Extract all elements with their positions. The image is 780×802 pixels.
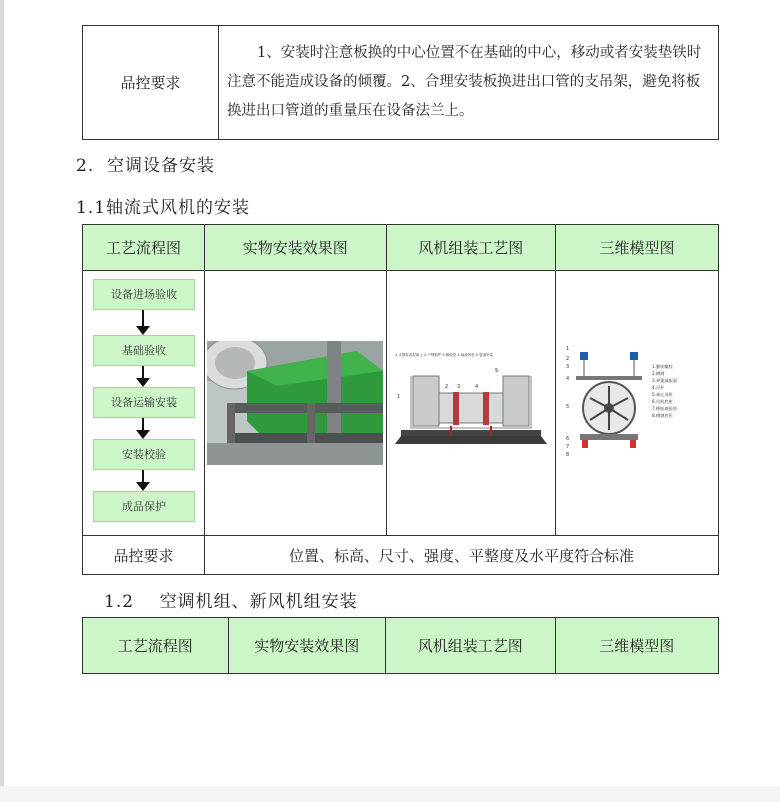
flow-step: 基础验收 [93, 335, 195, 366]
process-flow-chart [83, 271, 204, 535]
header-install-photo: 实物安装效果图 [205, 225, 387, 271]
flow-step: 成品保护 [93, 491, 195, 522]
flow-arrow [142, 418, 144, 437]
model-number: 8 [565, 452, 570, 458]
flow-arrow [142, 366, 144, 385]
header-assembly-drawing: 风机组装工艺图 [386, 225, 555, 271]
model-number: 1 [565, 346, 570, 352]
section-1-1-heading: 1.1轴流式风机的安装 [76, 198, 251, 218]
flow-arrow [142, 470, 144, 489]
ac-unit-install-table [82, 617, 719, 674]
section-1-2-number: 1.2 [104, 592, 135, 612]
model-legend-item: 3.弹簧减振器 [651, 378, 677, 383]
section-2-title: 空调设备安装 [107, 156, 216, 176]
page-bottom-edge [0, 786, 780, 802]
section-1-2-title: 空调机组、新风机组安装 [159, 592, 358, 612]
section-2-heading [76, 151, 215, 176]
assembly-number: 5 [494, 368, 498, 374]
axial-fan-install-table [82, 224, 719, 575]
flow-chart-cell [83, 271, 205, 536]
flow-arrow [142, 310, 144, 333]
header-process-flow: 工艺流程图 [83, 225, 205, 271]
model-legend-item: 5.离心风机 [651, 392, 673, 397]
assembly-number: 3 [456, 384, 460, 390]
model-legend-item: 4.吊杆 [651, 385, 665, 390]
3d-model-cell [555, 271, 718, 536]
model-legend-item: 2.槽钢 [651, 371, 665, 376]
fan-assembly-drawing [391, 348, 551, 458]
model-legend-item: 6.风机底座 [651, 399, 673, 404]
flow-step: 设备进场验收 [93, 279, 195, 310]
assembly-number: 1 [396, 394, 400, 400]
header-3d-model: 三维模型图 [555, 618, 719, 674]
model-legend-item: 8.槽钢底托 [651, 413, 673, 418]
quality-requirement-table [82, 25, 719, 140]
assembly-number: 2 [444, 384, 448, 390]
model-number: 6 [565, 436, 570, 442]
fan-3d-model [562, 338, 712, 468]
header-assembly-drawing: 风机组装工艺图 [386, 618, 555, 674]
quality-label: 品控要求 [83, 26, 219, 140]
assembly-caption: 1.支撑柱或混凝土 2.不锈钢件 3.橡胶垫 4.轴流风机 5.管道吊架 [394, 353, 493, 357]
page-left-edge [0, 0, 4, 802]
model-number: 2 [565, 356, 570, 362]
model-number: 4 [565, 376, 570, 382]
assembly-number: 4 [474, 384, 478, 390]
quality-text-cell [219, 26, 719, 140]
header-process-flow: 工艺流程图 [83, 618, 229, 674]
model-legend-item: 7.橡胶减振垫 [651, 406, 677, 411]
model-number: 5 [565, 404, 570, 410]
header-install-photo: 实物安装效果图 [228, 618, 386, 674]
section-2-number: 2. [76, 156, 95, 176]
install-photo-cell [205, 271, 387, 536]
table-quality-label: 品控要求 [83, 536, 205, 575]
quality-text: 1、安装时注意板换的中心位置不在基础的中心，移动或者安装垫铁时注意不能造成设备的倾覆。2、合理安装板换进出口管的支吊架，避免将板换进出口管道的重量压在设备法兰上。 [227, 45, 702, 119]
fan-install-photo [207, 341, 383, 465]
assembly-drawing-cell [386, 271, 555, 536]
section-1-2-heading [104, 587, 358, 612]
model-number: 7 [565, 444, 570, 450]
model-number: 3 [565, 364, 570, 370]
flow-step: 安装校验 [93, 439, 195, 470]
table-quality-text: 位置、标高、尺寸、强度、平整度及水平度符合标准 [205, 536, 719, 575]
model-legend-item: 1.膨胀螺栓 [651, 364, 673, 369]
flow-step: 设备运输安装 [93, 387, 195, 418]
header-3d-model: 三维模型图 [555, 225, 718, 271]
